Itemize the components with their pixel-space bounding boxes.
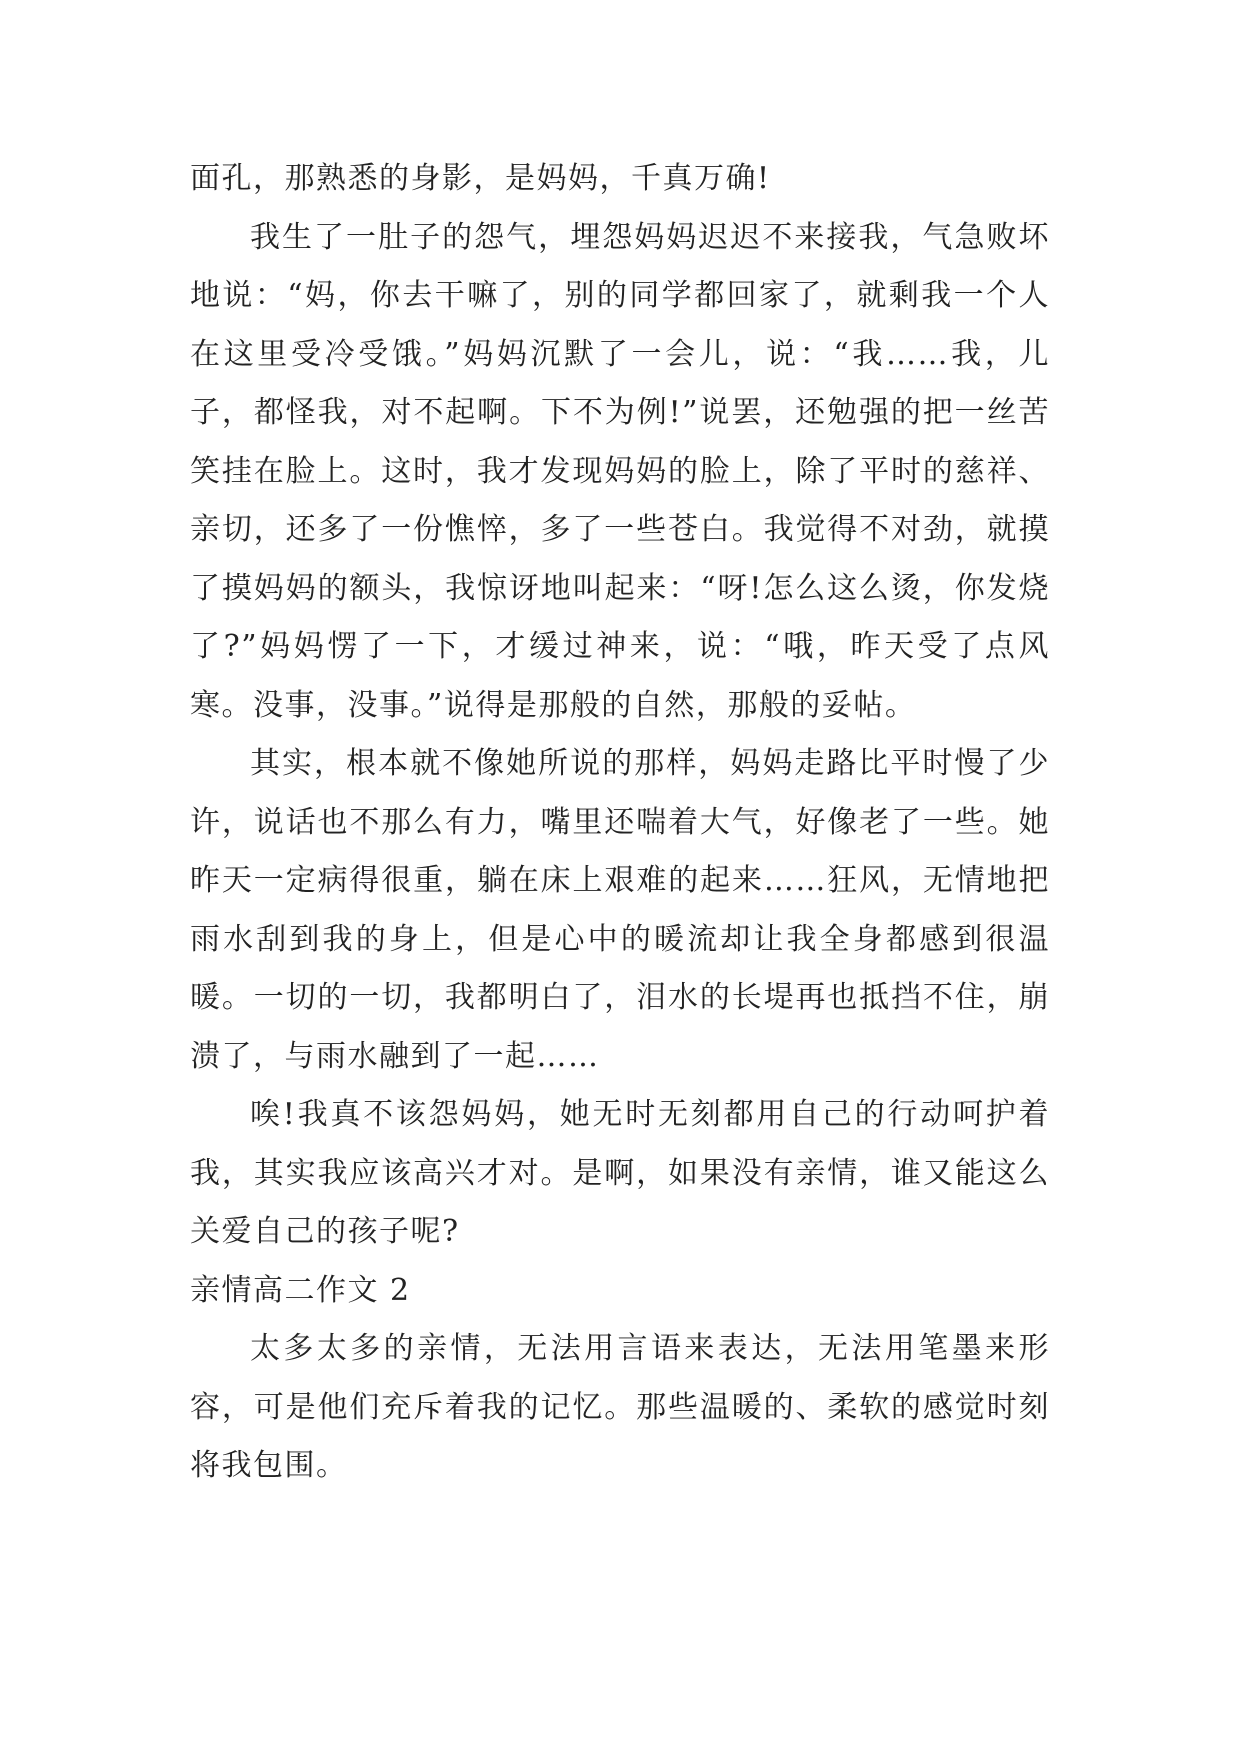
paragraph-4: 唉!我真不该怨妈妈，她无时无刻都用自己的行动呵护着我，其实我应该高兴才对。是啊，如果没有亲情，谁又能这么关爱自己的孩子呢? [190,1097,1050,1249]
paragraph-2: 我生了一肚子的怨气，埋怨妈妈迟迟不来接我，气急败坏地说：“妈，你去干嘛了，别的同学都回家了，就剩我一个人在这里受冷受饿。”妈妈沉默了一会儿，说：“我……我，儿子，都怪我，对不起啊。下不为例!”说罢，还勉强的把一丝苦笑挂在脸上。这时，我才发现妈妈的脸上，除了平时的慈祥、亲切，还多了一份憔悴，多了一些苍白。我觉得不对劲，就摸了摸妈妈的额头，我惊讶地叫起来：“呀!怎么这么烫，你发烧了?”妈妈愣了一下，才缓过神来，说：“哦，昨天受了点风寒。没事，没事。”说得是那般的自然，那般的妥帖。 [190,219,1050,723]
section-title: 亲情高二作文 2 [190,1272,411,1308]
paragraph-3: 其实，根本就不像她所说的那样，妈妈走路比平时慢了少许，说话也不那么有力，嘴里还喘着大气，好像老了一些。她昨天一定病得很重，躺在床上艰难的起来……狂风，无情地把雨水刮到我的身上，但是心中的暖流却让我全身都感到很温暖。一切的一切，我都明白了，泪水的长堤再也抵挡不住，崩溃了，与雨水融到了一起…… [190,746,1050,1074]
paragraph-5: 太多太多的亲情，无法用言语来表达，无法用笔墨来形容，可是他们充斥着我的记忆。那些温暖的、柔软的感觉时刻将我包围。 [190,1331,1050,1483]
document-body [190,150,1050,1496]
paragraph-1: 面孔，那熟悉的身影，是妈妈，千真万确! [190,161,771,196]
